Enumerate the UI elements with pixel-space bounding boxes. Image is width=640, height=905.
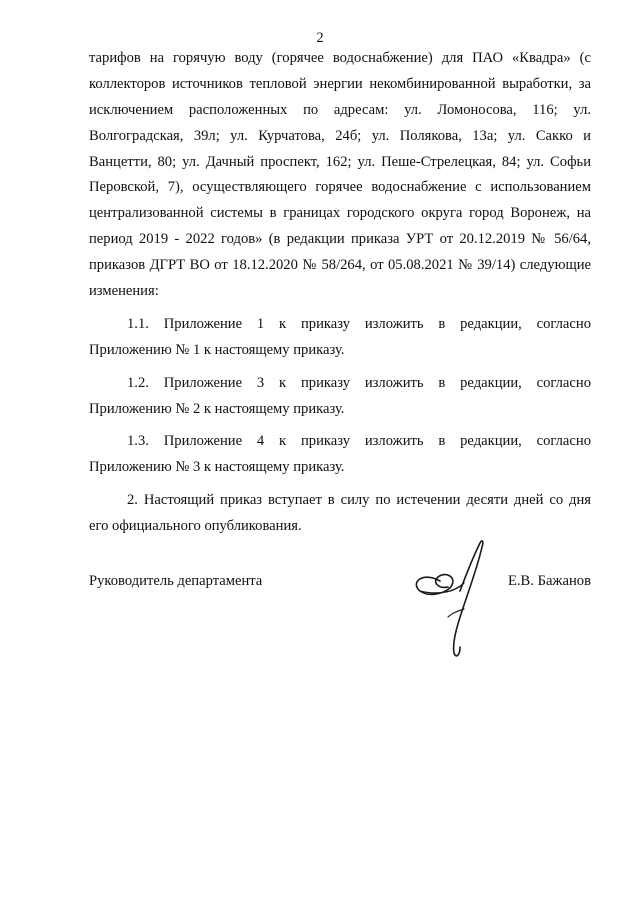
signature-block: [89, 573, 591, 603]
clause-1-2: [89, 371, 591, 423]
signer-position: Руководитель департамента: [89, 573, 263, 589]
paragraph-gap: [89, 481, 591, 488]
clause-line: его официального опубликования.: [89, 518, 302, 535]
paragraph-gap: [89, 364, 591, 371]
intro-paragraph: [89, 46, 591, 305]
text-line: исключением расположенных по адресам: ул. Ломоносова, 116; ул.: [89, 101, 591, 118]
clause-1-1: [89, 312, 591, 364]
clause-line: Приложению № 2 к настоящему приказу.: [89, 400, 345, 417]
clause-line: 1.2. Приложение 3 к приказу изложить в редакции, согласно: [127, 374, 591, 391]
text-line: период 2019 - 2022 годов» (в редакции приказа УРТ от 20.12.2019 № 56/64,: [89, 231, 591, 248]
paragraph-gap: [89, 422, 591, 429]
text-line: изменения:: [89, 283, 159, 300]
clause-line: Приложению № 1 к настоящему приказу.: [89, 341, 345, 358]
clause-line: Приложению № 3 к настоящему приказу.: [89, 459, 345, 476]
signer-name: Е.В. Бажанов: [507, 573, 591, 589]
text-line: тарифов на горячую воду (горячее водоснабжение) для ПАО «Квадра» (с: [89, 50, 591, 66]
page-number: 2: [316, 30, 324, 46]
clause-2: [89, 488, 591, 540]
text-line: Волгоградская, 39л; ул. Курчатова, 24б; ул. Полякова, 13а; ул. Сакко и: [89, 127, 591, 144]
document-body: [89, 46, 591, 540]
clause-line: 1.3. Приложение 4 к приказу изложить в редакции, согласно: [127, 433, 591, 450]
clause-line: 1.1. Приложение 1 к приказу изложить в редакции, согласно: [127, 315, 591, 332]
text-line: приказов ДГРТ ВО от 18.12.2020 № 58/264, от 05.08.2021 № 39/14) следующие: [89, 257, 591, 274]
text-line: Ванцетти, 80; ул. Дачный проспект, 162; ул. Пеше-Стрелецкая, 84; ул. Софьи: [89, 153, 591, 170]
text-line: централизованной системы в границах городского округа город Воронеж, на: [89, 205, 591, 222]
paragraph-gap: [89, 305, 591, 312]
clause-line: 2. Настоящий приказ вступает в силу по истечении десяти дней со дня: [127, 492, 591, 509]
text-line: Перовской, 7), осуществляющего горячее водоснабжение с использованием: [89, 179, 591, 196]
clause-1-3: [89, 429, 591, 481]
text-line: коллекторов источников тепловой энергии некомбинированной выработки, за: [89, 75, 591, 92]
